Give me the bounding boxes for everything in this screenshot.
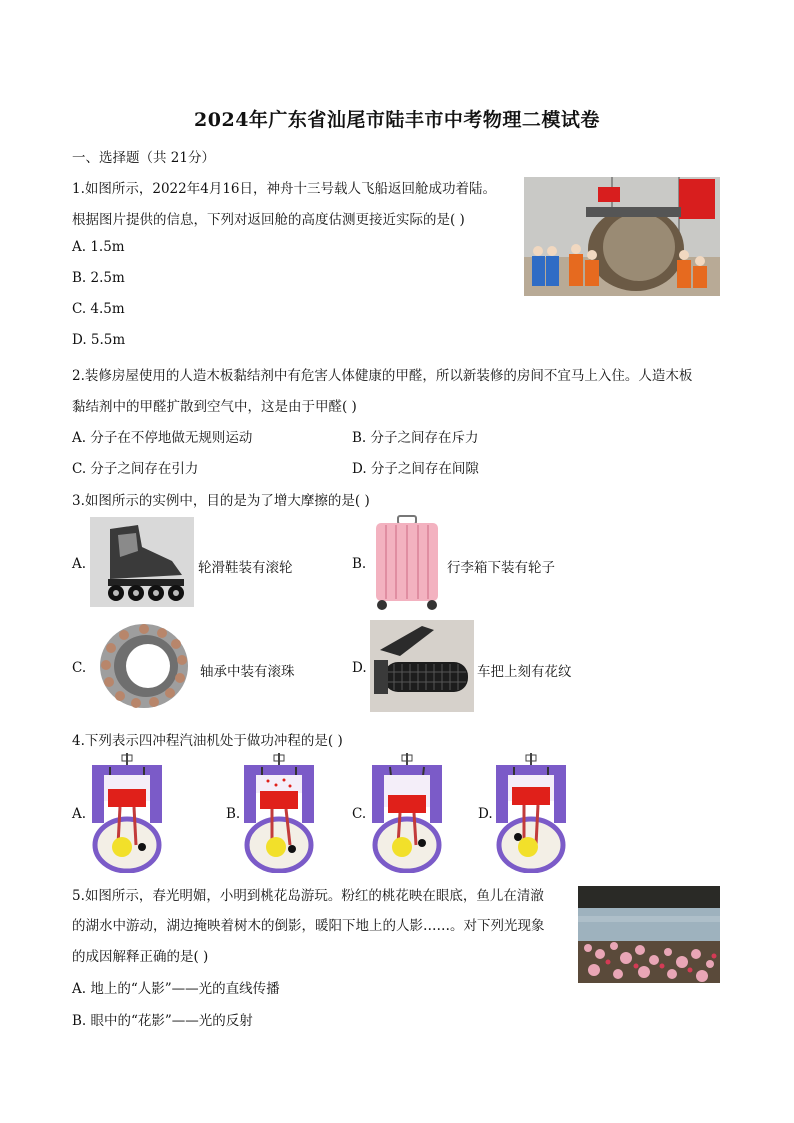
q3-stem: 3.如图所示的实例中，目的是为了增大摩擦的是( ) (72, 493, 370, 509)
q4-option-a-letter[interactable]: A. (72, 806, 87, 822)
q2-option-c[interactable]: C. 分子之间存在引力 (72, 461, 199, 477)
q3-option-c-letter[interactable]: C. (72, 660, 87, 676)
q3-option-b-caption[interactable]: 行李箱下装有轮子 (447, 560, 555, 576)
capsule-landing-photo (524, 177, 720, 296)
q2-stem-line2: 黏结剂中的甲醛扩散到空气中，这是由于甲醛( ) (72, 399, 357, 415)
section-heading: 一、选择题（共 21分） (72, 150, 215, 166)
q5-option-b[interactable]: B. 眼中的“花影”——光的反射 (72, 1013, 253, 1029)
q2-option-b[interactable]: B. 分子之间存在斥力 (352, 430, 479, 446)
bike-handle-photo (370, 620, 474, 712)
q4-option-b-letter[interactable]: B. (226, 806, 241, 822)
engine-diagram-b (242, 753, 316, 873)
q1-stem-line1: 1.如图所示，2022年4月16日，神舟十三号载人飞船返回舱成功着陆。 (72, 181, 497, 197)
q3-option-a-caption[interactable]: 轮滑鞋装有滚轮 (198, 560, 293, 576)
q3-option-b-letter[interactable]: B. (352, 556, 367, 572)
ball-bearing-photo (90, 620, 194, 712)
q1-option-d[interactable]: D. 5.5m (72, 332, 126, 348)
q3-option-a-letter[interactable]: A. (72, 556, 87, 572)
q2-stem-line1: 2.装修房屋使用的人造木板黏结剂中有危害人体健康的甲醛，所以新装修的房间不宜马上入住。人造木板 (72, 368, 693, 384)
engine-diagram-d (494, 753, 568, 873)
peach-blossom-photo (578, 886, 720, 983)
q5-stem-line1: 5.如图所示，春光明媚，小明到桃花岛游玩。粉红的桃花映在眼底，鱼儿在清澈 (72, 888, 544, 904)
q2-option-d[interactable]: D. 分子之间存在间隙 (352, 461, 479, 477)
q1-stem-line2: 根据图片提供的信息，下列对返回舱的高度估测更接近实际的是( ) (72, 212, 465, 228)
q3-option-c-caption[interactable]: 轴承中装有滚珠 (200, 664, 295, 680)
engine-diagram-c (370, 753, 444, 873)
page-title: 2024年广东省汕尾市陆丰市中考物理二模试卷 (194, 109, 600, 131)
engine-diagram-a (90, 753, 164, 873)
q1-option-b[interactable]: B. 2.5m (72, 270, 125, 286)
q4-option-d-letter[interactable]: D. (478, 806, 493, 822)
q2-option-a[interactable]: A. 分子在不停地做无规则运动 (72, 430, 253, 446)
q3-option-d-letter[interactable]: D. (352, 660, 367, 676)
q5-stem-line2: 的湖水中游动，湖边掩映着树木的倒影，暖阳下地上的人影……。对下列光现象 (72, 918, 545, 934)
q4-stem: 4.下列表示四冲程汽油机处于做功冲程的是( ) (72, 733, 343, 749)
q3-option-d-caption[interactable]: 车把上刻有花纹 (477, 664, 572, 680)
q5-stem-line3: 的成因解释正确的是( ) (72, 949, 209, 965)
suitcase-photo (370, 515, 444, 612)
q1-option-a[interactable]: A. 1.5m (72, 239, 125, 255)
q4-option-c-letter[interactable]: C. (352, 806, 367, 822)
roller-skate-photo (90, 517, 194, 607)
q1-option-c[interactable]: C. 4.5m (72, 301, 125, 317)
q5-option-a[interactable]: A. 地上的“人影”——光的直线传播 (72, 981, 280, 997)
